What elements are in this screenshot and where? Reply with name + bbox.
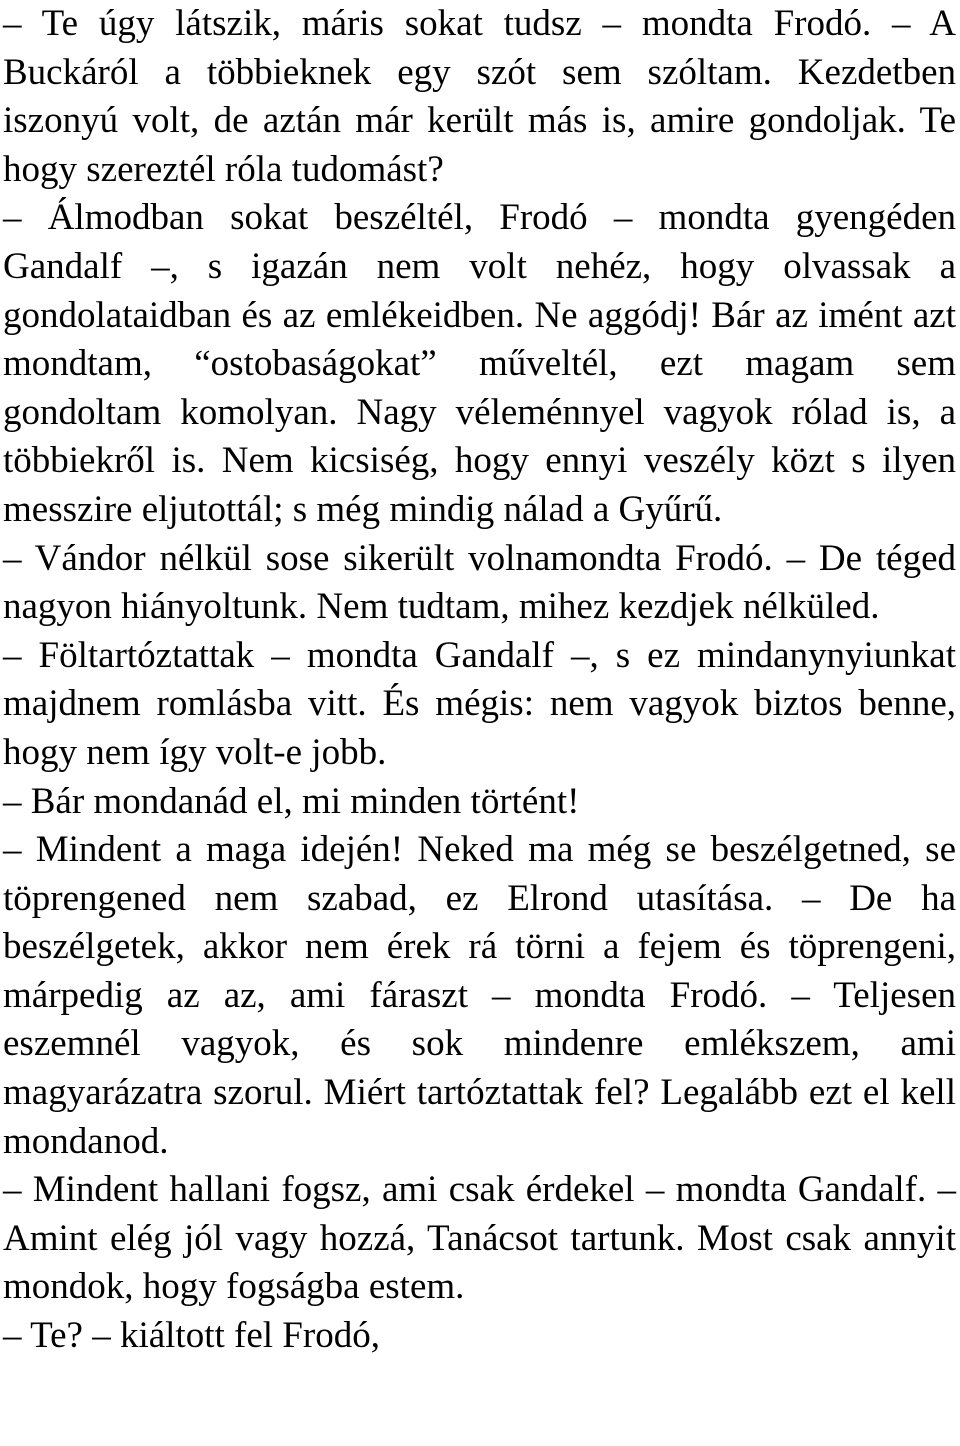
paragraph: – Te úgy látszik, máris sokat tudsz – mondta Frodó. – A Buckáról a többieknek egy szót sem szóltam. Kezdetben iszonyú volt, de aztán már került más is, amire gondoljak. Te hogy szereztél róla tudomást? [3, 3, 956, 190]
paragraph: – Bár mondanád el, mi minden történt! [3, 780, 580, 822]
paragraph: – Álmodban sokat beszéltél, Frodó – mondta gyengéden Gandalf –, s igazán nem volt nehéz, hogy olvassak a gondolataidban és az emlékeidben. Ne aggódj! Bár az imént azt mondtam, “ostobaságokat” műveltél, ezt magam sem gondoltam komolyan. Nagy véleménnyel vagyok rólad is, a többiekről is. Nem kicsiség, hogy ennyi veszély közt s ilyen messzire eljutottál; s még mindig nálad a Gyűrű. [3, 197, 956, 530]
paragraph: – Te? – kiáltott fel Frodó, [3, 1315, 380, 1357]
paragraph: – Mindent hallani fogsz, ami csak érdekel – mondta Gandalf. – Amint elég jól vagy hozzá, Tanácsot tartunk. Most csak annyit mondok, hogy fogságba estem. [3, 1169, 956, 1308]
paragraph: – Vándor nélkül sose sikerült volnamondta Frodó. – De téged nagyon hiányoltunk. Nem tudtam, mihez kezdjek nélküled. [3, 537, 956, 628]
paragraph: – Föltartóztattak – mondta Gandalf –, s ez mindanynyiunkat majdnem romlásba vitt. És mégis: nem vagyok biztos benne, hogy nem így volt-e jobb. [3, 634, 956, 773]
paragraph: – Mindent a maga idején! Neked ma még se beszélgetned, se töprengened nem szabad, ez Elrond utasítása. – De ha beszélgetek, akkor nem érek rá törni a fejem és töprengeni, márpedig az az, ami fáraszt – mondta Frodó. – Teljesen eszemnél vagyok, és sok mindenre emlékszem, ami magyarázatra szorul. Miért tartóztattak fel? Legalább ezt el kell mondanod. [3, 829, 956, 1162]
